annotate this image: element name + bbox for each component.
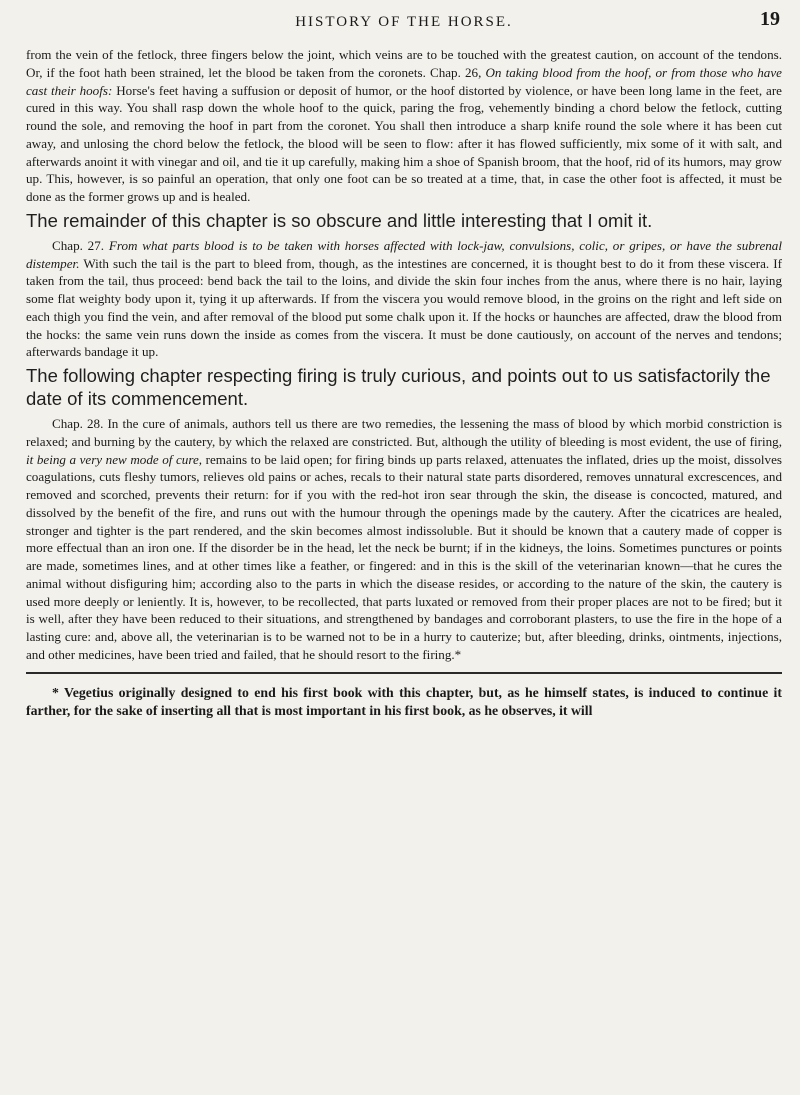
chapter-body: With such the tail is the part to bleed from, though, as the intestines are concerned, it is thought best to do it from these viscera. If taken from the tail, thus proceed: bend back the tail to the loins, and divide the skin four inches from the anus, where there is no hair, laying some flat weighty body upon it, tying it up afterwards. If from the viscera you would remove blood, in the groins on the right and left side on each thigh you find the vein, and after removal of the blood put some chalk upon it. If the hocks or haunches are affected, draw the blood from the hocks: the same vein runs down the inside as comes from the viscera. It must be done cautiously, on account of the nerves and tendons; afterwards bandage it up. <box>26 255 782 360</box>
footnote: * Vegetius originally designed to end his first book with this chapter, but, as he himself states, is induced to continue it farther, for the sake of inserting all that is most important in his first book, as he observes, it will <box>26 684 782 718</box>
paragraph-chap-26 <box>26 46 782 206</box>
chapter-number: Chap. 26, <box>429 64 482 80</box>
running-head: HISTORY OF THE HORSE. <box>295 14 513 30</box>
page-header <box>26 6 782 46</box>
page-number: 19 <box>760 8 780 30</box>
editor-note-omission: The remainder of this chapter is so obscure and little interesting that I omit it. <box>26 209 653 231</box>
chapter-title: From what parts blood is to be taken with horses affected with lock-jaw, convulsions, colic, or gripes, or have the subrenal distemper. <box>26 237 782 271</box>
chapter-body-start: Chap. 28. In the cure of animals, authors tell us there are two remedies, the lessening the mass of blood by which morbid constriction is relaxed; and burning by the cautery, by which the relaxed are constricted. But, although the utility of bleeding is most evident, the use of firing, <box>26 416 782 449</box>
chapter-body: Horse's feet having a suffusion or deposit of humor, or the hoof distorted by violence, or have been long lame in the feet, are cured in this way. You shall rasp down the whole hoof to the quick, paring the frog, vehemently binding a chord below the fetlock, cutting round the sole, and removing the hoof in part from the coronet. You shall then introduce a sharp knife round the sole where it has been cut away, and unlosing the chord below the fetlock, the blood will be seen to flow: after it has flowed sufficiently, mix some of it with salt, and afterwards anoint it with vinegar and oil, and tie it up carefully, making him a shoe of Spanish broom, that the hoof, rid of its humors, may grow up. This, however, is so painful an operation, that only one foot can be so treated at a time, that, in case the other foot is affected, it must be done as the former grows up and is healed. <box>26 82 782 204</box>
editor-note-firing: The following chapter respecting firing is truly curious, and points out to us satisfactorily the date of its commencement. <box>26 365 771 409</box>
emphasis-text: it being a very new mode of cure, <box>26 451 203 467</box>
chapter-number: Chap. 27. <box>52 237 105 253</box>
paragraph-chap-28 <box>26 415 782 664</box>
paragraph-chap-27 <box>26 237 782 361</box>
continued-text: from the vein of the fetlock, three fingers below the joint, which veins are to be touched with the greatest caution, on account of the tendons. Or, if the foot hath been strained, let the blood be taken from the coronets. <box>26 47 782 80</box>
chapter-title: On taking blood from the hoof, or from those who have cast their hoofs: <box>26 64 782 98</box>
book-page <box>26 6 782 721</box>
footnote-divider <box>26 672 782 674</box>
chapter-body: remains to be laid open; for firing binds up parts relaxed, attenuates the inflated, dries up the moist, dissolves coagulations, cuts fleshy tumors, relieves old pains or aches, recals to their natural state parts disordered, removes unnatural excrescences, and removed and scorched, prevents their return: for if you with the red-hot iron sear through the skin, the disease is concocted, matured, and dissolved by the benefit of the fire, and runs out with the humour through the openings made by the cautery. After the cicatrices are healed, stronger and tighter is the part rendered, and the skin becomes almost indissoluble. But it should be known that a cautery made of copper is more effectual than an iron one. If the disorder be in the head, let the neck be burnt; if in the kidneys, the loins. Sometimes punctures or points are made, sometimes lines, and at other times like a feather, or fingered: and in this is the skill of the veterinarian known—that he cures the animal without disfiguring him; according also to the parts in which the disease resides, or according to the nature of the skin, the cautery is used more deeply or leniently. It is, however, to be recollected, that parts luxated or removed from their proper places are not to be fired; but it is well, after they have been reduced to their situations, and strengthened by bandages and corroborant plasters, to use the fire in the hope of a lasting cure: and, above all, the veterinarian is to be warned not to be in a hurry to cauterize; but, after bleeding, drinks, ointments, injections, and other medicines, have been tried and failed, that he should resort to the firing.* <box>26 451 782 662</box>
